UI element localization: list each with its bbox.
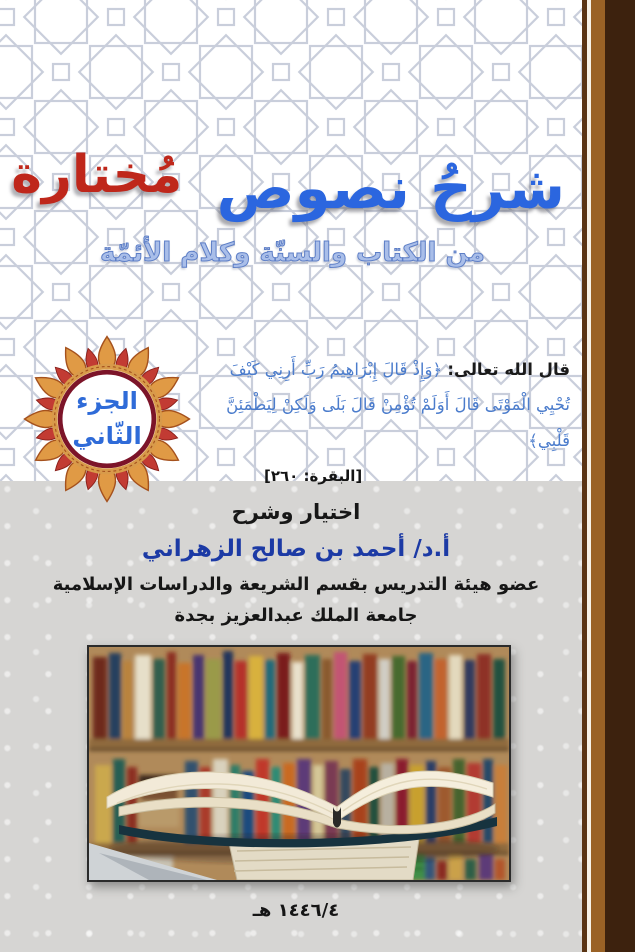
quran-quote-text [208,352,570,458]
author-affiliation-university: جامعة الملك عبدالعزيز بجدة [174,605,418,626]
author-affiliation-department: عضو هيئة التدريس بقسم الشريعة والدراسات الإسلامية [52,574,540,595]
quote-verse: ﴿وَإِذْ قَالَ إِبْرَاهِيمُ رَبِّ أَرِنِي كَيْفَ تُحْيِي الْمَوْتَى قَالَ أَوَلَمْ تُؤْمِنْ قَالَ بَلَى وَلَكِنْ لِيَطْمَئِنَّ قَلْبِي﴾ [226,360,570,450]
volume-badge-line2: الثّاني [72,422,142,450]
volume-badge-line1: الجزء [76,387,138,416]
title-accent-word: مُختارة [11,144,183,205]
quote-reference: [البقرة: ٢٦٠] [264,467,363,486]
side-band-medium-strip [591,0,605,952]
quran-quote [208,352,570,493]
side-band-outer-strip [605,0,635,952]
book-subtitle: من الكتاب والسنّة وكلام الأئمّة [100,238,485,268]
open-book-photo [87,645,511,882]
byline-role: اختيار وشرح [231,500,361,524]
quote-intro: قال الله تعالى: [447,360,570,379]
volume-badge-text [18,330,196,508]
title-main-words: شرحُ نصوص [216,153,565,222]
byline-block [10,500,582,626]
author-name: أ.د/ أحمد بن صالح الزهراني [141,536,451,562]
open-book-illustration [89,647,509,880]
book-title [11,144,565,222]
volume-badge [18,330,196,508]
hijri-date: ١٤٤٦/٤ هـ [252,900,340,921]
